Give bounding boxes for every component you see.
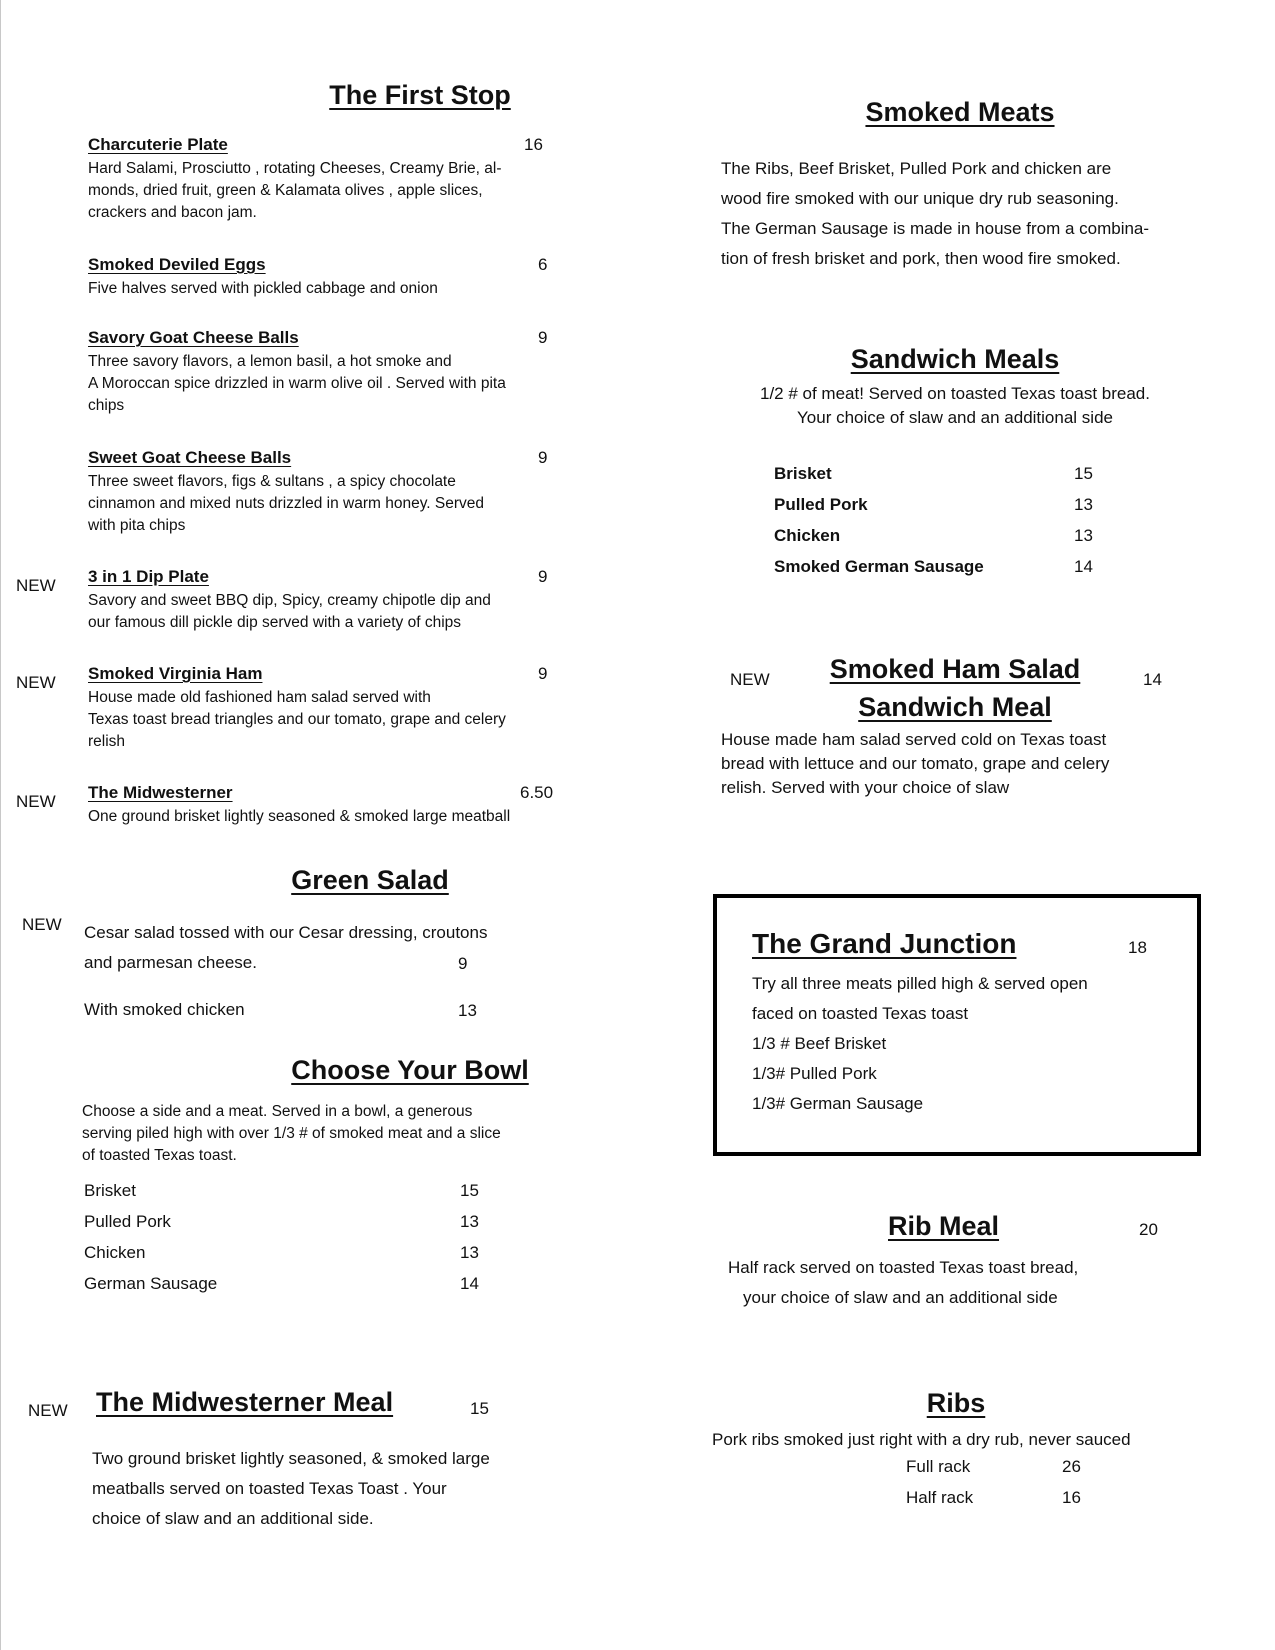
ham-salad-title-line2: Sandwich Meal bbox=[858, 692, 1052, 722]
sandwich-item-name: Pulled Pork bbox=[774, 495, 868, 514]
menu-item-desc: Three sweet flavors, figs & sultans , a spicy chocolate cinnamon and mixed nuts drizzled in warm honey. Served with pita chips bbox=[88, 473, 485, 534]
green-salad-desc-line1: Cesar salad tossed with our Cesar dressing, croutons bbox=[84, 923, 488, 942]
grand-junction-line: faced on toasted Texas toast bbox=[752, 1004, 969, 1023]
sandwich-meals-subtitle-line2: Your choice of slaw and an additional side bbox=[797, 408, 1113, 427]
ribs-desc: Pork ribs smoked just right with a dry rub, never sauced bbox=[712, 1430, 1131, 1449]
bowl-item-name: Pulled Pork bbox=[84, 1212, 171, 1231]
menu-item-desc: One ground brisket lightly seasoned & smoked large meatball bbox=[88, 808, 511, 825]
menu-item-name: Savory Goat Cheese Balls bbox=[88, 328, 299, 347]
sandwich-meals-subtitle-line1: 1/2 # of meat! Served on toasted Texas toast bread. bbox=[760, 384, 1150, 403]
sandwich-item-price: 13 bbox=[1074, 495, 1093, 514]
ribs-title: Ribs bbox=[926, 1388, 986, 1418]
menu-item-desc: Three savory flavors, a lemon basil, a hot smoke and A Moroccan spice drizzled in warm olive oil . Served with pita chips bbox=[88, 353, 506, 414]
menu-item-price: 9 bbox=[538, 328, 548, 347]
menu-item-name: Smoked Virginia Ham bbox=[88, 664, 263, 683]
page-edge bbox=[0, 0, 1, 1650]
ribs-item-price: 26 bbox=[1062, 1457, 1081, 1476]
menu-item-price: 6 bbox=[538, 255, 548, 274]
grand-junction-title: The Grand Junction bbox=[752, 928, 1017, 959]
new-badge: NEW bbox=[16, 792, 56, 811]
new-badge: NEW bbox=[16, 673, 56, 692]
sandwich-item-name: Chicken bbox=[774, 526, 841, 545]
new-badge: NEW bbox=[28, 1401, 68, 1420]
green-salad-chicken-price: 13 bbox=[458, 1001, 477, 1020]
sandwich-item-price: 13 bbox=[1074, 526, 1093, 545]
rib-meal-desc-line2: your choice of slaw and an additional side bbox=[743, 1288, 1058, 1307]
menu-item-desc: Five halves served with pickled cabbage and onion bbox=[88, 280, 438, 297]
menu-item-name: Smoked Deviled Eggs bbox=[88, 255, 266, 274]
ham-salad-title-line1: Smoked Ham Salad bbox=[829, 654, 1081, 684]
grand-junction-price: 18 bbox=[1128, 938, 1147, 957]
bowl-item-price: 13 bbox=[460, 1212, 479, 1231]
sandwich-meals-title: Sandwich Meals bbox=[850, 344, 1060, 374]
menu-item-price: 6.50 bbox=[520, 783, 554, 802]
menu-item-name: The Midwesterner bbox=[88, 783, 233, 802]
menu-item-desc: Savory and sweet BBQ dip, Spicy, creamy chipotle dip and our famous dill pickle dip served with a variety of chips bbox=[88, 592, 491, 631]
menu-item-desc: Hard Salami, Prosciutto , rotating Cheeses, Creamy Brie, al- monds, dried fruit, green & Kalamata olives , apple slices, crackers and bacon jam. bbox=[88, 160, 502, 221]
grand-junction-line: 1/3# German Sausage bbox=[752, 1094, 924, 1113]
smoked-meats-title: Smoked Meats bbox=[865, 97, 1055, 127]
bowl-item-price: 15 bbox=[460, 1181, 479, 1200]
green-salad-chicken-label: With smoked chicken bbox=[84, 1000, 245, 1019]
sandwich-item-price: 14 bbox=[1074, 557, 1093, 576]
menu-item-name: Sweet Goat Cheese Balls bbox=[88, 448, 292, 467]
midwesterner-meal-title: The Midwesterner Meal bbox=[96, 1387, 394, 1417]
menu-item-desc: House made old fashioned ham salad served with Texas toast bread triangles and our tomato, grape and celery relish bbox=[88, 689, 506, 750]
menu-item-name: Charcuterie Plate bbox=[88, 135, 228, 154]
bowl-item-price: 13 bbox=[460, 1243, 479, 1262]
green-salad-desc-line2: and parmesan cheese. bbox=[84, 953, 257, 972]
ribs-item-name: Half rack bbox=[906, 1488, 974, 1507]
menu-item-price: 16 bbox=[524, 135, 543, 154]
bowl-item-name: German Sausage bbox=[84, 1274, 218, 1293]
green-salad-price: 9 bbox=[458, 954, 468, 973]
grand-junction-line: 1/3# Pulled Pork bbox=[752, 1064, 877, 1083]
midwesterner-meal-price: 15 bbox=[470, 1399, 489, 1418]
first-stop-title: The First Stop bbox=[329, 80, 511, 110]
new-badge: NEW bbox=[22, 915, 62, 934]
rib-meal-title: Rib Meal bbox=[888, 1211, 1000, 1241]
new-badge: NEW bbox=[16, 576, 56, 595]
grand-junction-line: Try all three meats pilled high & served open bbox=[752, 974, 1088, 993]
grand-junction-line: 1/3 # Beef Brisket bbox=[752, 1034, 887, 1053]
midwesterner-meal-desc: Two ground brisket lightly seasoned, & smoked large meatballs served on toasted Texas Toast . Your choice of slaw and an additional side. bbox=[92, 1449, 490, 1528]
ribs-item-name: Full rack bbox=[906, 1457, 971, 1476]
bowl-item-name: Brisket bbox=[84, 1181, 136, 1200]
menu-item-price: 9 bbox=[538, 664, 548, 683]
rib-meal-desc-line1: Half rack served on toasted Texas toast bread, bbox=[728, 1258, 1079, 1277]
menu-item-price: 9 bbox=[538, 448, 548, 467]
menu-item-name: 3 in 1 Dip Plate bbox=[88, 567, 209, 586]
bowl-item-name: Chicken bbox=[84, 1243, 146, 1262]
sandwich-item-name: Brisket bbox=[774, 464, 832, 483]
sandwich-item-price: 15 bbox=[1074, 464, 1093, 483]
ham-salad-price: 14 bbox=[1143, 670, 1162, 689]
rib-meal-price: 20 bbox=[1139, 1220, 1158, 1239]
bowl-item-price: 14 bbox=[460, 1274, 479, 1293]
bowl-title: Choose Your Bowl bbox=[291, 1055, 529, 1085]
bowl-desc: Choose a side and a meat. Served in a bowl, a generous serving piled high with over 1/3 # of smoked meat and a slice of toasted Texas toast. bbox=[82, 1103, 501, 1164]
ham-salad-desc: House made ham salad served cold on Texas toast bread with lettuce and our tomato, grape and celery relish. Served with your choice of slaw bbox=[721, 730, 1110, 797]
menu-item-price: 9 bbox=[538, 567, 548, 586]
sandwich-item-name: Smoked German Sausage bbox=[774, 557, 984, 576]
ribs-item-price: 16 bbox=[1062, 1488, 1081, 1507]
smoked-meats-desc: The Ribs, Beef Brisket, Pulled Pork and chicken are wood fire smoked with our unique dry rub seasoning. The German Sausage is made in house from a combina- tion of fresh brisket and pork, then wood fire smoked. bbox=[721, 159, 1150, 268]
green-salad-title: Green Salad bbox=[291, 865, 449, 895]
new-badge: NEW bbox=[730, 670, 770, 689]
